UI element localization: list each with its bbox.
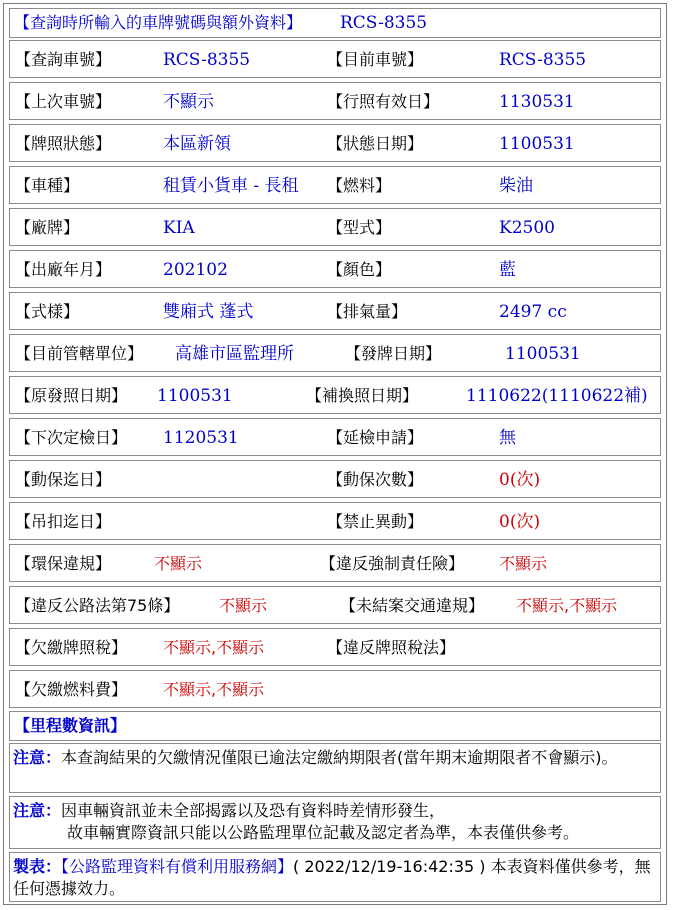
data-row [9,166,661,204]
field-value: 不顯示 [154,554,203,573]
field-label: 【動保次數】 [327,470,424,489]
data-row [9,124,661,162]
field-value: 2497 cc [499,302,567,322]
field-label: 【廠牌】 [15,218,80,237]
field-label: 【發牌日期】 [345,344,442,363]
field-value: 無 [499,428,516,448]
field-value: K2500 [499,218,555,238]
field-label: 【型式】 [327,218,392,237]
field-value: 202102 [163,260,228,280]
data-row [9,670,661,708]
field-label: 【行照有效日】 [327,92,440,111]
query-header-value: RCS-8355 [340,13,428,33]
field-label: 【未結案交通違規】 [340,596,485,615]
field-label: 【目前管轄單位】 [15,344,144,363]
footer-text [13,856,655,900]
footer-source-link[interactable]: 【公路監理資料有償利用服務網】 [61,857,294,876]
field-value: KIA [163,218,195,238]
field-label: 【顏色】 [327,260,392,279]
footer-row [9,852,661,902]
field-value: 不顯示 [499,554,548,573]
note-2-line-2: 故車輛實際資訊只能以公路監理單位記載及認定者為準，本表僅供參考。 [67,823,580,842]
field-value: 藍 [499,260,516,280]
data-row [9,418,661,456]
note-2-key: 注意： [13,801,62,820]
field-label: 【違反強制責任險】 [320,554,465,573]
field-label: 【吊扣迄日】 [15,512,112,531]
field-value: 不顯示 [219,596,268,615]
field-value: 不顯示,不顯示 [516,596,618,615]
note-1-text: 本查詢結果的欠繳情況僅限已逾法定繳納期限者(當年期末逾期限者不會顯示)。 [61,748,618,767]
field-label: 【禁止異動】 [327,512,424,531]
field-label: 【違反牌照稅法】 [327,638,456,657]
field-value: 柴油 [499,176,533,196]
query-header-row [9,8,661,38]
data-row [9,586,661,624]
note-1-key: 注意： [13,748,62,767]
field-label: 【欠繳牌照稅】 [15,638,128,657]
field-value: 不顯示 [163,92,214,112]
field-value: RCS-8355 [163,50,251,70]
field-value: 租賃小貨車 - 長租 [163,176,299,196]
note-2 [13,800,655,844]
field-value: 0(次) [499,470,541,490]
mileage-section-row [9,711,661,741]
data-row [9,628,661,666]
field-label: 【動保迄日】 [15,470,112,489]
field-label: 【延檢申請】 [327,428,424,447]
field-label: 【車種】 [15,176,80,195]
note-1 [13,747,655,769]
field-label: 【式樣】 [15,302,80,321]
note-row-1 [9,743,661,793]
data-row [9,208,661,246]
field-label: 【燃料】 [327,176,392,195]
field-value: 1120531 [163,428,239,448]
data-row [9,250,661,288]
field-label: 【目前車號】 [327,50,424,69]
field-value: 1110622(1110622補) [466,386,648,406]
field-value: 雙廂式 蓬式 [163,302,254,322]
field-value: 不顯示,不顯示 [163,638,265,657]
field-label: 【補換照日期】 [306,386,419,405]
data-row [9,544,661,582]
field-label: 【原發照日期】 [15,386,128,405]
field-label: 【狀態日期】 [327,134,424,153]
data-row [9,460,661,498]
field-value: 0(次) [499,512,541,532]
field-label: 【下次定檢日】 [15,428,128,447]
data-row [9,502,661,540]
field-value: 1130531 [499,92,575,112]
field-label: 【排氣量】 [327,302,408,321]
field-value: 1100531 [505,344,581,364]
field-label: 【出廠年月】 [15,260,112,279]
field-label: 【違反公路法第75條】 [15,596,180,615]
field-value: 高雄市區監理所 [175,344,294,364]
data-row [9,40,661,78]
note-2-line-1: 因車輛資訊並未全部揭露以及恐有資料時差情形發生， [61,801,446,820]
field-value: 本區新領 [163,134,231,154]
data-row [9,82,661,120]
report-frame [3,3,667,905]
data-row [9,334,661,372]
data-row [9,292,661,330]
field-label: 【牌照狀態】 [15,134,112,153]
field-value: 不顯示,不顯示 [163,680,265,699]
field-label: 【上次車號】 [15,92,112,111]
field-label: 【欠繳燃料費】 [15,680,128,699]
footer-key: 製表： [13,857,62,876]
field-label: 【查詢車號】 [15,50,112,69]
footer-rest: ( 2022/12/19-16:42:35 ) 本表資料僅供參考，無任何憑據效力。 [13,857,651,898]
note-row-2 [9,796,661,849]
mileage-section-title: 【里程數資訊】 [14,716,127,735]
data-row [9,376,661,414]
field-value: 1100531 [157,386,233,406]
query-header-label: 【查詢時所輸入的車牌號碼與額外資料】 [14,13,303,32]
field-label: 【環保違規】 [15,554,112,573]
field-value: 1100531 [499,134,575,154]
field-value: RCS-8355 [499,50,587,70]
